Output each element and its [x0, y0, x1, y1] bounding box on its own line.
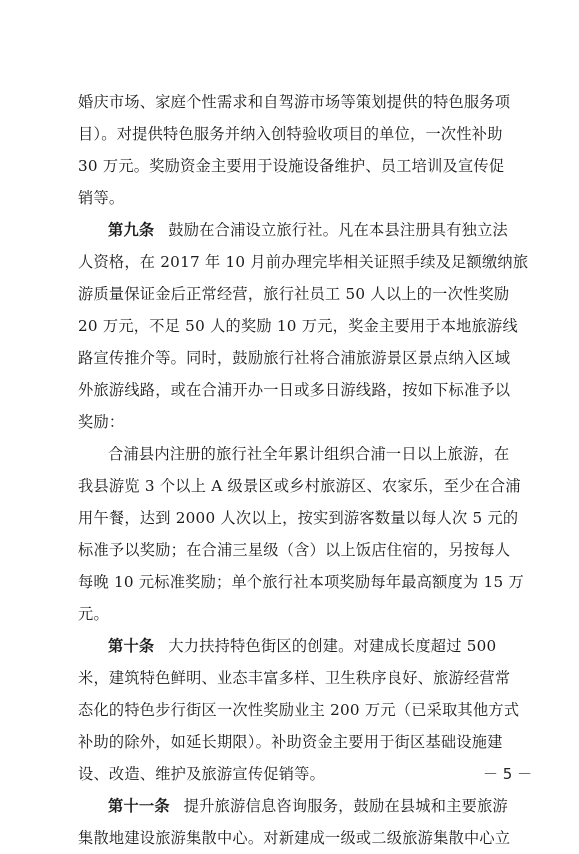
article-number: 第九条: [108, 221, 155, 239]
line-text: 目）。对提供特色服务并纳入创特验收项目的单位，一次性补助: [78, 125, 503, 143]
line-text: 奖励：: [78, 413, 125, 431]
line-text: 游质量保证金后正常经营，旅行社员工 50 人以上的一次性奖励: [78, 285, 510, 303]
text-line: [78, 758, 523, 790]
text-line: [78, 470, 523, 502]
line-text: 鼓励在合浦设立旅行社。凡在本县注册具有独立法: [168, 221, 508, 239]
line-text: 外旅游线路，或在合浦开办一日或多日游线路，按如下标准予以: [78, 381, 511, 399]
line-text: 补助的除外，如延长期限）。补助资金主要用于街区基础设施建: [78, 733, 503, 751]
text-line: [78, 86, 523, 118]
text-line: [78, 374, 523, 406]
text-line: [78, 342, 523, 374]
line-text: 30 万元。奖励资金主要用于设施设备维护、员工培训及宣传促: [78, 157, 505, 175]
text-line: [78, 662, 523, 694]
text-line: [78, 278, 523, 310]
text-line: [78, 566, 523, 598]
line-text: 米，建筑特色鲜明、业态丰富多样、卫生秩序良好、旅游经营常: [78, 669, 511, 687]
line-text: 态化的特色步行街区一次性奖励业主 200 万元（已采取其他方式: [78, 701, 520, 719]
line-text: 标准予以奖励；在合浦三星级（含）以上饭店住宿的，另按每人: [78, 541, 511, 559]
article-number: 第十一条: [108, 797, 170, 815]
text-line: [78, 694, 523, 726]
line-text: 元。: [78, 605, 109, 623]
line-text: 设、改造、维护及旅游宣传促销等。: [78, 765, 325, 783]
text-line: [78, 438, 523, 470]
document-body: [78, 86, 529, 854]
line-text: 用午餐，达到 2000 人次以上，按实到游客数量以每人次 5 元的: [78, 509, 519, 527]
text-line: [78, 150, 523, 182]
line-text: 合浦县内注册的旅行社全年累计组织合浦一日以上旅游，在: [108, 445, 510, 463]
text-line: [78, 822, 523, 854]
article-heading-line: [78, 790, 523, 822]
text-line: [78, 598, 523, 630]
article-heading-line: [78, 214, 523, 246]
text-line: [78, 310, 523, 342]
line-text: 每晚 10 元标准奖励；单个旅行社本项奖励每年最高额度为 15 万: [78, 573, 524, 591]
line-text: 婚庆市场、家庭个性需求和自驾游市场等策划提供的特色服务项: [78, 93, 511, 111]
text-line: [78, 246, 529, 278]
line-text: 集散地建设旅游集散中心。对新建成一级或二级旅游集散中心立: [78, 829, 511, 847]
article-number: 第十条: [108, 637, 155, 655]
text-line: [78, 502, 523, 534]
line-text: 人资格，在 2017 年 10 月前办理完毕相关证照手续及足额缴纳旅: [78, 253, 529, 271]
page-number: － 5 －: [483, 765, 533, 783]
line-text: 路宣传推介等。同时，鼓励旅行社将合浦旅游景区景点纳入区域: [78, 349, 511, 367]
text-line: [78, 118, 523, 150]
line-text: 大力扶持特色街区的创建。对建成长度超过 500: [168, 637, 497, 655]
text-line: [78, 406, 523, 438]
text-line: [78, 534, 523, 566]
text-line: [78, 182, 523, 214]
line-text: 我县游览 3 个以上 A 级景区或乡村旅游区、农家乐，至少在合浦: [78, 477, 521, 495]
line-text: 20 万元，不足 50 人的奖励 10 万元，奖金主要用于本地旅游线: [78, 317, 518, 335]
line-text: 提升旅游信息咨询服务，鼓励在县城和主要旅游: [183, 797, 508, 815]
text-line: [78, 726, 523, 758]
article-heading-line: [78, 630, 523, 662]
line-text: 销等。: [78, 189, 125, 207]
